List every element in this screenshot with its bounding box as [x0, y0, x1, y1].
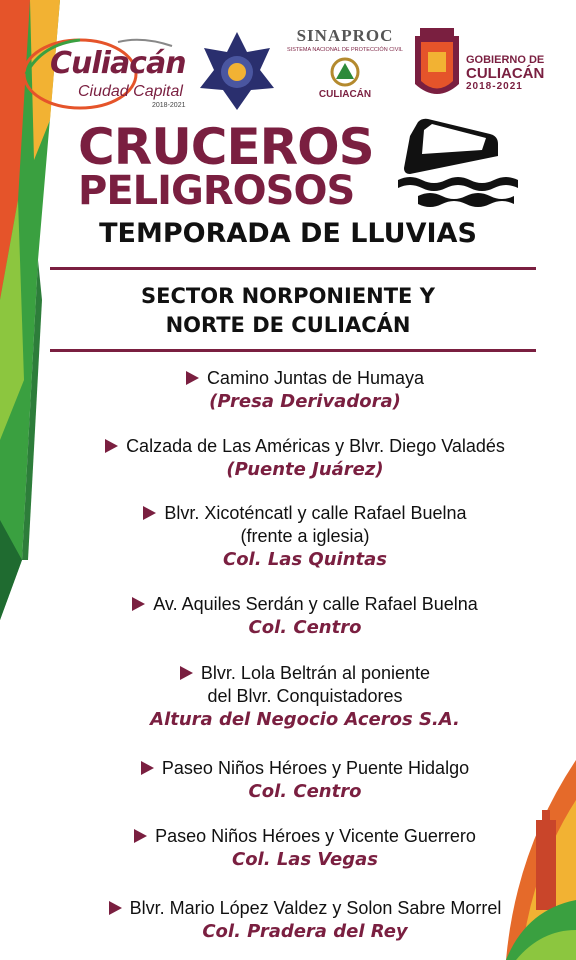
civil-protection-icon: [330, 57, 360, 87]
list-item: [40, 367, 570, 413]
list-item: [40, 757, 570, 803]
item-location: Col. Las Quintas: [222, 549, 387, 570]
main-title-line1: CRUCEROS: [78, 118, 374, 176]
list-item: [40, 662, 570, 731]
sinaproc-logo: [280, 26, 410, 100]
item-address: Av. Aquiles Serdán y calle Rafael Buelna: [153, 594, 478, 614]
item-location: Col. Centro: [248, 781, 362, 802]
item-address: Paseo Niños Héroes y Vicente Guerrero: [155, 826, 476, 846]
item-location: Col. Pradera del Rey: [202, 921, 408, 942]
gobierno-line1: GOBIERNO DE: [466, 54, 545, 66]
sinaproc-title: SINAPROC: [296, 26, 394, 45]
sector-line1: SECTOR NORPONIENTE Y: [141, 284, 435, 308]
arrow-icon: [143, 506, 156, 520]
item-address: Blvr. Xicoténcatl y calle Rafael Buelna: [164, 503, 467, 523]
item-address-extra: (frente a iglesia): [240, 526, 370, 546]
list-item: [40, 502, 570, 571]
gobierno-line2: CULIACÁN: [466, 65, 545, 82]
logo-bar: [0, 18, 576, 110]
flooded-car-icon: [398, 116, 528, 212]
arrow-icon: [186, 371, 199, 385]
list-item: [40, 593, 570, 639]
sector-line2: NORTE DE CULIACÁN: [165, 313, 411, 337]
main-title-line2: PELIGROSOS: [78, 168, 355, 214]
item-location: Col. Las Vegas: [231, 849, 379, 870]
culiacan-years: 2018-2021: [152, 102, 186, 109]
list-item: [40, 825, 570, 871]
item-location: (Puente Juárez): [226, 459, 384, 480]
item-address: Paseo Niños Héroes y Puente Hidalgo: [161, 758, 470, 778]
arrow-icon: [134, 829, 147, 843]
list-item: [40, 897, 570, 943]
coat-of-arms-icon: [412, 26, 462, 106]
list-item: [40, 435, 570, 481]
item-address-extra: del Blvr. Conquistadores: [207, 686, 403, 706]
divider-top: [50, 267, 536, 270]
arrow-icon: [180, 666, 193, 680]
sinaproc-city: CULIACÁN: [318, 89, 372, 100]
sinaproc-subtitle: SISTEMA NACIONAL DE PROTECCIÓN CIVIL: [287, 47, 403, 53]
arrow-icon: [141, 761, 154, 775]
item-address: Blvr. Lola Beltrán al poniente: [200, 663, 431, 683]
culiacan-name: Culiacán: [50, 46, 186, 81]
item-location: Altura del Negocio Aceros S.A.: [150, 709, 460, 730]
item-address: Calzada de Las Américas y Blvr. Diego Valadés: [126, 436, 505, 456]
divider-bottom: [50, 349, 536, 352]
season-subtitle: TEMPORADA DE LLUVIAS: [99, 218, 477, 249]
culiacan-subtitle: Ciudad Capital: [78, 83, 183, 100]
item-address: Blvr. Mario López Valdez y Solon Sabre Morrel: [129, 898, 502, 918]
arrow-icon: [132, 597, 145, 611]
sector-heading: [0, 282, 576, 340]
gobierno-years: 2018-2021: [466, 81, 523, 92]
culiacan-logo: [22, 36, 192, 116]
item-location: (Presa Derivadora): [209, 391, 401, 412]
police-badge-icon: [196, 30, 278, 112]
arrow-icon: [105, 439, 118, 453]
item-location: Col. Centro: [248, 617, 362, 638]
arrow-icon: [109, 901, 122, 915]
item-address: Camino Juntas de Humaya: [206, 368, 425, 388]
gobierno-logo: [466, 54, 572, 92]
